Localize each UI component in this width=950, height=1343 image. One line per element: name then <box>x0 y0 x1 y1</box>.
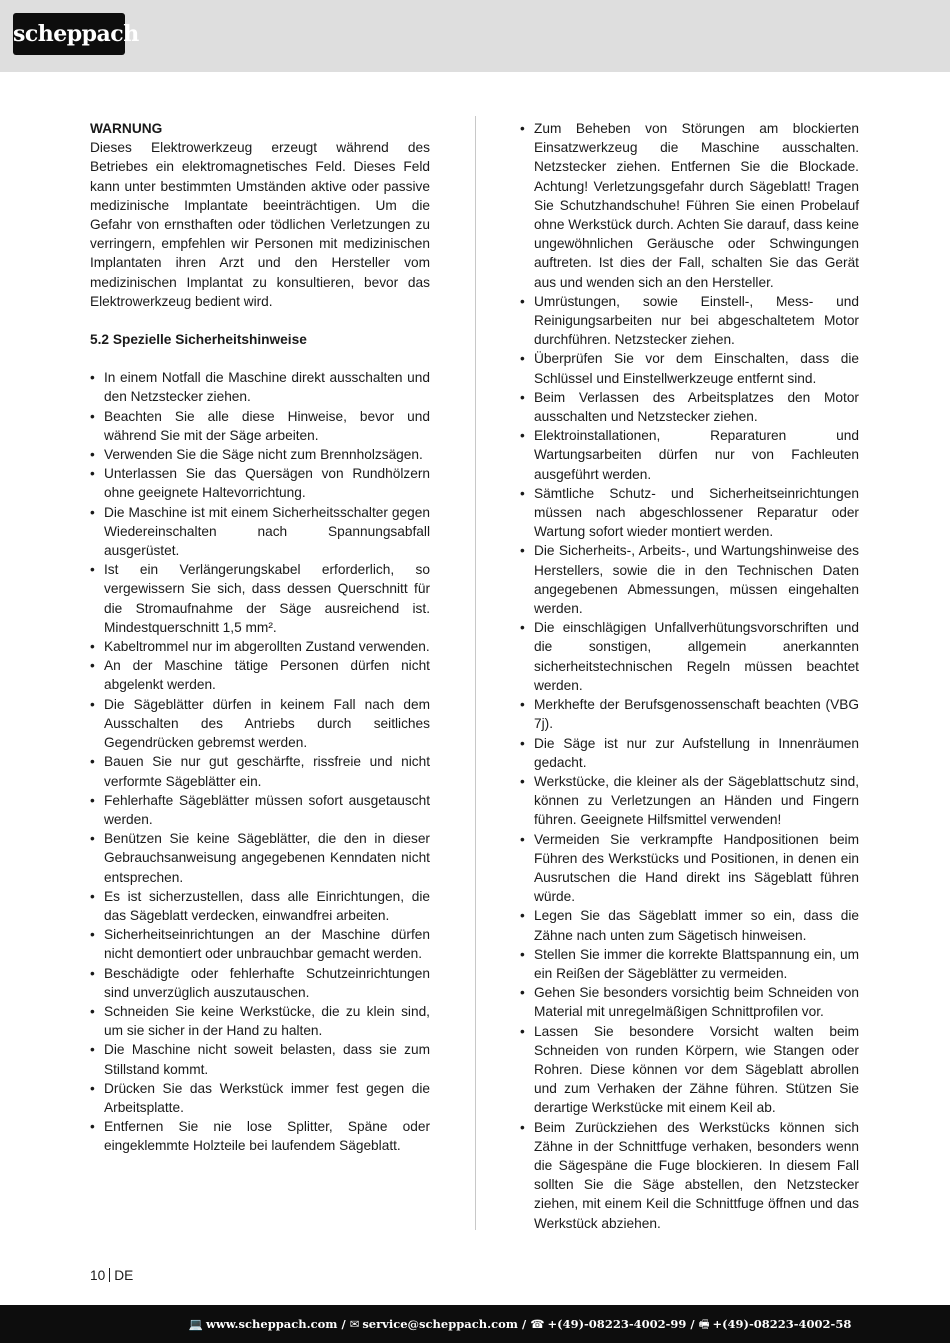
list-item-text: Verwenden Sie die Säge nicht zum Brennholzsägen. <box>104 447 423 463</box>
list-item <box>90 1002 430 1040</box>
list-item <box>520 945 859 983</box>
list-item <box>520 541 859 618</box>
list-item <box>520 388 859 426</box>
list-item <box>90 1117 430 1155</box>
bullet-icon: • <box>90 1080 95 1096</box>
list-item <box>90 407 430 445</box>
bullet-icon: • <box>520 697 525 713</box>
bullet-icon: • <box>520 831 525 847</box>
list-item <box>520 1118 859 1233</box>
bullet-icon: • <box>90 696 95 712</box>
list-item <box>90 560 430 637</box>
footer-website[interactable]: www.scheppach.com <box>206 1317 338 1331</box>
bullet-icon: • <box>90 888 95 904</box>
bullet-icon: • <box>90 639 95 655</box>
bullet-icon: • <box>520 908 525 924</box>
list-item-text: In einem Notfall die Maschine direkt ausschalten und den Netzstecker ziehen. <box>104 370 430 405</box>
bullet-icon: • <box>90 1003 95 1019</box>
list-item <box>520 618 859 695</box>
list-item-text: Zum Beheben von Störungen am blockierten Einsatzwerkzeug die Maschine ausschalten. Netzstecker ziehen. Entfernen Sie die Blockade. Achtung! Verletzungsgefahr durch Sägeblatt! Tragen Sie Schutzhandschuhe! Führen Sie einen Probelauf ohne Werkstück durch. Achten Sie darauf, dass keine ungewöhnlichen Geräusche oder Schwingungen auftreten. Ist dies der Fall, schalten Sie das Gerät aus und wenden sich an den Hersteller. <box>534 121 859 290</box>
right-column <box>520 119 859 1233</box>
page-language: DE <box>114 1268 134 1283</box>
list-item-text: Vermeiden Sie verkrampfte Handpositionen beim Führen des Werkstücks und Positionen, in denen ein Ausrutschen die Hand direkt ins Sägeblatt führen würde. <box>534 831 859 905</box>
bullet-icon: • <box>90 1042 95 1058</box>
list-item <box>520 772 859 830</box>
mail-icon: ✉ <box>349 1317 360 1331</box>
bullet-icon: • <box>520 121 525 136</box>
list-item <box>520 426 859 484</box>
bullet-icon: • <box>520 485 525 501</box>
list-item-text: Sicherheitseinrichtungen an der Maschine dürfen nicht demontiert oder unbrauchbar gemacht werden. <box>104 927 430 962</box>
bullet-icon: • <box>520 1119 525 1135</box>
warning-title: WARNUNG <box>90 121 163 136</box>
list-item-text: Die Maschine nicht soweit belasten, dass sie zum Stillstand kommt. <box>104 1042 430 1077</box>
bullet-icon: • <box>520 293 525 309</box>
list-item-text: Benützen Sie keine Sägeblätter, die den in dieser Gebrauchsanweisung angegebenen Kenndaten nicht entsprechen. <box>104 831 430 885</box>
bullet-icon: • <box>520 946 525 962</box>
section-title: 5.2 Spezielle Sicherheitshinweise <box>90 332 307 348</box>
list-item <box>520 484 859 542</box>
list-item <box>90 503 430 561</box>
list-item-text: An der Maschine tätige Personen dürfen nicht abgelenkt werden. <box>104 658 430 693</box>
footer-separator: / <box>690 1317 695 1331</box>
computer-icon: 💻 <box>188 1317 203 1331</box>
bullet-icon: • <box>90 965 95 981</box>
list-item-text: Fehlerhafte Sägeblätter müssen sofort ausgetauscht werden. <box>104 792 430 827</box>
list-item <box>520 830 859 907</box>
list-item-text: Ist ein Verlängerungskabel erforderlich, so vergewissern Sie sich, dass dessen Querschnitt für die Stromaufnahme der Säge ausreichend ist. Mindestquerschnitt 1,5 mm². <box>104 562 430 635</box>
list-item-text: Schneiden Sie keine Werkstücke, die zu klein sind, um sie sicher in der Hand zu halten. <box>104 1003 430 1039</box>
footer-separator: / <box>521 1317 527 1331</box>
bullet-icon: • <box>90 1119 95 1135</box>
list-item <box>520 349 859 387</box>
list-item-text: Merkhefte der Berufsgenossenschaft beachten (VBG 7j). <box>534 697 859 732</box>
list-item-text: Werkstücke, die kleiner als der Sägeblattschutz sind, können zu Verletzungen an Händen und Fingern führen. Geeignete Hilfsmittel verwenden! <box>534 773 859 828</box>
list-item <box>90 964 430 1002</box>
list-item-text: Unterlassen Sie das Quersägen von Rundhölzern ohne geeignete Haltevorrichtung. <box>104 466 430 501</box>
bullet-icon: • <box>90 370 95 386</box>
list-item <box>520 734 859 772</box>
bullet-icon: • <box>90 466 95 482</box>
list-item-text: Beachten Sie alle diese Hinweise, bevor und während Sie mit der Säge arbeiten. <box>104 408 430 443</box>
list-item-text: Die Sicherheits-, Arbeits-, und Wartungshinweise des Herstellers, sowie die in den Technischen Daten angegebenen Abmessungen, müssen eingehalten werden. <box>534 543 859 617</box>
list-item-text: Bauen Sie nur gut geschärfte, rissfreie und nicht verformte Sägeblätter ein. <box>104 754 430 789</box>
bullet-icon: • <box>520 985 525 1001</box>
list-item <box>90 1040 430 1078</box>
bullet-icon: • <box>520 773 525 789</box>
column-divider <box>475 116 476 1230</box>
right-safety-list <box>520 119 859 1233</box>
page-number <box>90 1266 133 1285</box>
list-item-text: Die einschlägigen Unfallverhütungsvorschriften und die sonstigen, allgemein anerkannten sicherheitstechnischen Regeln müssen beachtet werden. <box>534 620 859 693</box>
bullet-icon: • <box>90 927 95 943</box>
list-item-text: Legen Sie das Sägeblatt immer so ein, dass die Zähne nach unten zum Sägetisch hinweisen. <box>534 908 859 943</box>
list-item <box>520 695 859 733</box>
list-item <box>90 445 430 464</box>
list-item-text: Elektroinstallationen, Reparaturen und Wartungsarbeiten dürfen nur von Fachleuten ausgeführt werden. <box>534 428 859 482</box>
bullet-icon: • <box>520 735 525 751</box>
bullet-icon: • <box>520 428 525 444</box>
list-item-text: Kabeltrommel nur im abgerollten Zustand verwenden. <box>104 639 430 655</box>
list-item-text: Die Sägeblätter dürfen in keinem Fall nach dem Ausschalten des Antriebs durch seitliches Gegendrücken gebremst werden. <box>104 696 430 751</box>
list-item-text: Die Säge ist nur zur Aufstellung in Innenräumen gedacht. <box>534 735 859 770</box>
list-item-text: Lassen Sie besondere Vorsicht walten beim Schneiden von runden Körpern, wie Stangen oder Rohren. Diese können vor dem Sägeblatt abrollen und zum Verhaken der Zähne führen. Stützen Sie derartige Werkstücke mit einem Keil ab. <box>534 1023 859 1116</box>
list-item-text: Umrüstungen, sowie Einstell-, Mess- und Reinigungsarbeiten nur bei abgeschaltetem Motor durchführen. Netzstecker ziehen. <box>534 293 859 348</box>
list-item-text: Gehen Sie besonders vorsichtig beim Schneiden von Material mit unregelmäßigen Schnittprofilen vor. <box>534 985 859 1020</box>
list-item-text: Die Maschine ist mit einem Sicherheitsschalter gegen Wiedereinschalten nach Spannungsabfall ausgerüstet. <box>104 504 430 559</box>
left-safety-list <box>90 368 430 1155</box>
list-item-text: Stellen Sie immer die korrekte Blattspannung ein, um ein Reißen der Sägeblätter zu vermeiden. <box>534 946 859 981</box>
list-item <box>520 906 859 944</box>
bullet-icon: • <box>90 792 95 808</box>
list-item <box>90 695 430 753</box>
left-column <box>90 119 430 1156</box>
warning-text: Dieses Elektrowerkzeug erzeugt während des Betriebes ein elektromagnetisches Feld. Dieses Feld kann unter bestimmten Umständen aktive oder passive medizinische Implantate beeinträchtigen. Um die Gefahr von ernsthaften oder tödlichen Verletzungen zu verringern, empfehlen wir Personen mit medizinischen Implantaten ihren Arzt und den Hersteller vom medizinischen Implantat zu konsultieren, bevor das Elektrowerkzeug bedient wird. <box>90 140 430 309</box>
list-item-text: Es ist sicherzustellen, dass alle Einrichtungen, die das Sägeblatt verdecken, einwandfrei arbeiten. <box>104 888 430 923</box>
footer-phone: +(49)-08223-4002-99 <box>547 1317 687 1331</box>
bullet-icon: • <box>90 831 95 847</box>
list-item-text: Drücken Sie das Werkstück immer fest gegen die Arbeitsplatte. <box>104 1080 430 1115</box>
bullet-icon: • <box>90 754 95 770</box>
list-item-text: Beschädigte oder fehlerhafte Schutzeinrichtungen sind unverzüglich auszutauschen. <box>104 965 430 1000</box>
scheppach-logo: scheppach <box>13 13 125 55</box>
bullet-icon: • <box>520 351 525 367</box>
list-item-text: Beim Zurückziehen des Werkstücks können sich Zähne in der Schnittfuge verhaken, besonders wenn die Sägespäne die Fuge blockieren. In diesem Fall sollten Sie die Säge abstellen, den Netzstecker ziehen, mit einem Keil die Schnittfuge öffnen und das Werkstück abziehen. <box>534 1119 859 1231</box>
list-item <box>90 1079 430 1117</box>
list-item <box>90 464 430 502</box>
bullet-icon: • <box>90 408 95 424</box>
list-item <box>520 1022 859 1118</box>
bullet-icon: • <box>90 504 95 520</box>
phone-icon: ☎ <box>530 1317 545 1331</box>
page-number-value: 10 <box>90 1268 106 1283</box>
footer-separator: / <box>341 1317 346 1331</box>
list-item <box>90 829 430 887</box>
bullet-icon: • <box>90 447 95 463</box>
bullet-icon: • <box>90 658 95 674</box>
bullet-icon: • <box>520 620 525 636</box>
list-item <box>90 656 430 694</box>
list-item-text: Beim Verlassen des Arbeitsplatzes den Motor ausschalten und Netzstecker ziehen. <box>534 389 859 425</box>
list-item <box>90 752 430 790</box>
fax-icon: 🖷 <box>698 1317 710 1331</box>
list-item <box>520 119 859 292</box>
page-footer <box>0 1305 950 1343</box>
list-item <box>520 292 859 350</box>
page-header <box>0 0 950 72</box>
bullet-icon: • <box>520 389 525 405</box>
list-item <box>90 925 430 963</box>
list-item-text: Entfernen Sie nie lose Splitter, Späne oder eingeklemmte Holzteile bei laufendem Sägeblatt. <box>104 1119 430 1154</box>
footer-email[interactable]: service@scheppach.com <box>362 1317 518 1331</box>
list-item <box>90 791 430 829</box>
bullet-icon: • <box>520 1023 525 1039</box>
list-item <box>90 887 430 925</box>
bullet-icon: • <box>90 562 95 578</box>
footer-fax: +(49)-08223-4002-58 <box>712 1317 852 1331</box>
list-item <box>520 983 859 1021</box>
list-item <box>90 637 430 656</box>
list-item-text: Sämtliche Schutz- und Sicherheitseinrichtungen müssen nach abgeschlossener Reparatur oder Wartung sofort wieder montiert werden. <box>534 485 859 540</box>
list-item-text: Überprüfen Sie vor dem Einschalten, dass die Schlüssel und Einstellwerkzeuge entfernt sind. <box>534 351 859 386</box>
bullet-icon: • <box>520 543 525 559</box>
list-item <box>90 368 430 406</box>
